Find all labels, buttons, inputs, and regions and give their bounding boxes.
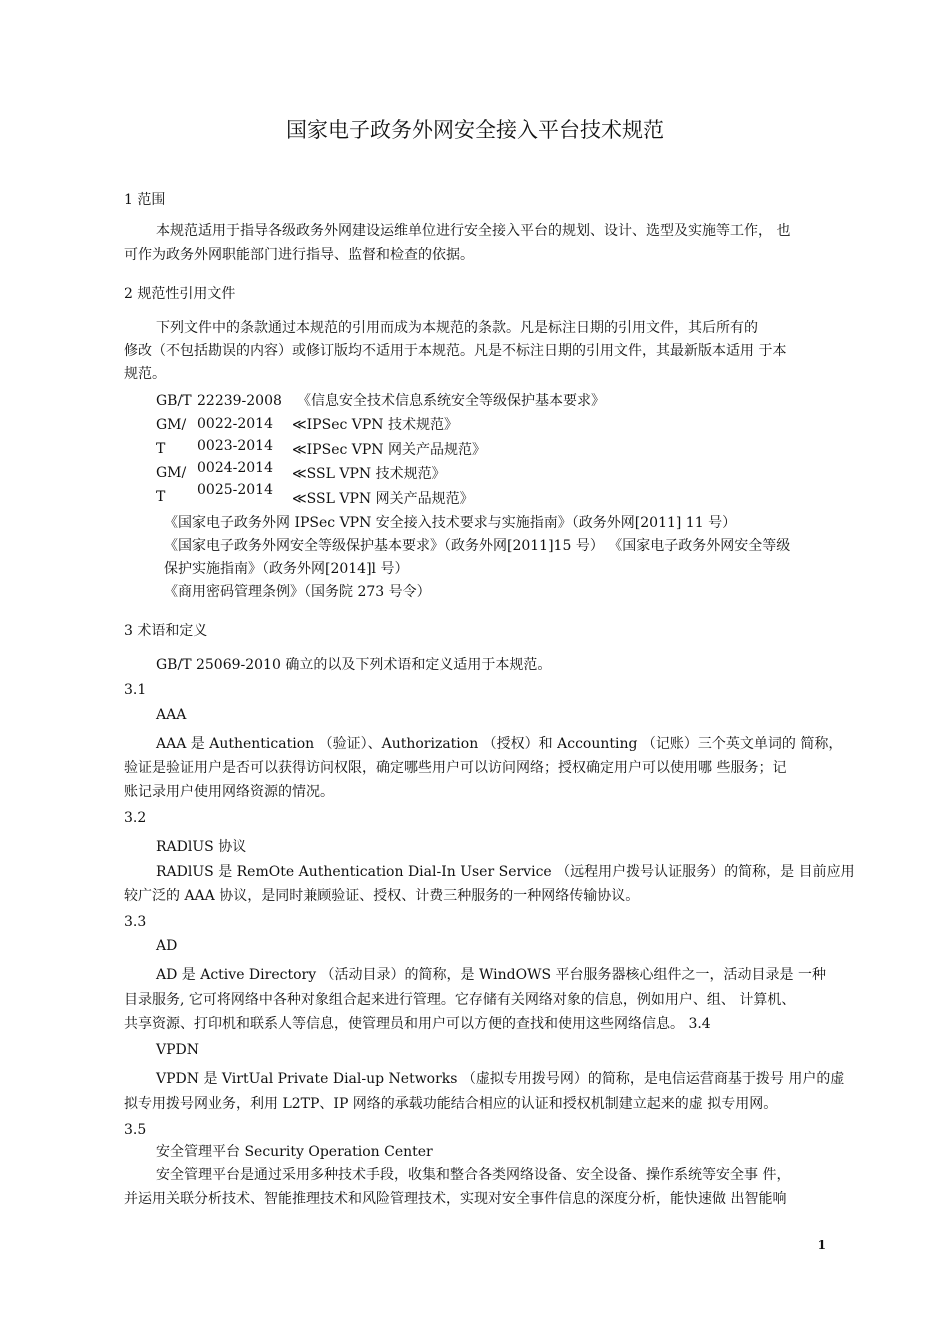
ref-code-number: 0024-2014 bbox=[197, 460, 273, 476]
section-2-line-1: 下列文件中的条款通过本规范的引用而成为本规范的条款。凡是标注日期的引用文件，其后所有的 bbox=[156, 320, 758, 336]
ref-title: 《信息安全技术信息系统安全等级保护基本要求》 bbox=[297, 393, 605, 409]
term-definition-line: RADlUS 是 RemOte Authentication Dial-In User Service （远程用户拨号认证服务）的简称，是 目前应用 bbox=[156, 864, 855, 880]
ref-title: ≪SSL VPN 技术规范》 bbox=[292, 466, 446, 482]
page-number: 1 bbox=[817, 1238, 826, 1252]
term-name: AAA bbox=[156, 707, 187, 723]
term-definition-line: 安全管理平台是通过采用多种技术手段，收集和整合各类网络设备、安全设备、操作系统等安全事 件， bbox=[156, 1167, 791, 1183]
ref-code-left: T bbox=[156, 441, 166, 457]
term-number: 3.2 bbox=[124, 810, 147, 826]
term-definition-line: 验证是验证用户是否可以获得访问权限，确定哪些用户可以访问网络；授权确定用户可以使用哪 些服务；记 bbox=[124, 760, 787, 776]
document-title: 国家电子政务外网安全接入平台技术规范 bbox=[286, 118, 664, 142]
ref-extra-line: 保护实施指南》（政务外网[2014]l 号） bbox=[164, 561, 409, 577]
term-name: RADlUS 协议 bbox=[156, 839, 247, 855]
term-definition-line: 并运用关联分析技术、智能推理技术和风险管理技术，实现对安全事件信息的深度分析，能快速做 出智能响 bbox=[124, 1191, 787, 1207]
term-number: 3.1 bbox=[124, 682, 147, 698]
term-definition-line: VPDN 是 VirtUal Private Dial-up Networks （虚拟专用拨号网）的简称，是电信运营商基于拨号 用户的虚 bbox=[156, 1071, 845, 1087]
ref-title: ≪IPSec VPN 技术规范》 bbox=[292, 417, 459, 433]
term-number: 3.5 bbox=[124, 1122, 147, 1138]
ref-code-left: GB/T bbox=[156, 393, 192, 409]
ref-code-number: 0023-2014 bbox=[197, 438, 273, 454]
ref-extra-line: 《国家电子政务外网 IPSec VPN 安全接入技术要求与实施指南》（政务外网[2011] 11 号） bbox=[164, 515, 737, 531]
section-2-line-3: 规范。 bbox=[124, 366, 166, 382]
ref-code-left: GM/ bbox=[156, 465, 187, 481]
section-1-heading: 1 范围 bbox=[124, 192, 166, 208]
term-definition-line: 目录服务, 它可将网络中各种对象组合起来进行管理。它存储有关网络对象的信息，例如用户、组、 计算机、 bbox=[124, 992, 796, 1008]
ref-code-number: 0022-2014 bbox=[197, 416, 273, 432]
term-definition-line: AAA 是 Authentication （验证）、Authorization （授权）和 Accounting （记账）三个英文单词的 简称， bbox=[156, 736, 843, 752]
term-definition-line: 较广泛的 AAA 协议，是同时兼顾验证、授权、计费三种服务的一种网络传输协议。 bbox=[124, 888, 640, 904]
term-definition-line: 共享资源、打印机和联系人等信息，使管理员和用户可以方便的查找和使用这些网络信息。 3.4 bbox=[124, 1016, 711, 1032]
ref-extra-line: 《商用密码管理条例》（国务院 273 号令） bbox=[164, 584, 431, 600]
ref-code-number: 22239-2008 bbox=[197, 393, 282, 409]
term-number: 3.3 bbox=[124, 914, 147, 930]
section-2-line-2: 修改（不包括勘误的内容）或修订版均不适用于本规范。凡是不标注日期的引用文件，其最新版本适用 于本 bbox=[124, 343, 787, 359]
section-3-intro: GB/T 25069-2010 确立的以及下列术语和定义适用于本规范。 bbox=[156, 657, 552, 673]
term-name: AD bbox=[156, 938, 178, 954]
term-name: 安全管理平台 Security Operation Center bbox=[156, 1144, 433, 1160]
section-2-heading: 2 规范性引用文件 bbox=[124, 286, 236, 302]
ref-code-left: GM/ bbox=[156, 417, 187, 433]
term-definition-line: 拟专用拨号网业务，利用 L2TP、IP 网络的承载功能结合相应的认证和授权机制建立起来的虚 拟专用网。 bbox=[124, 1096, 778, 1112]
term-definition-line: 账记录用户使用网络资源的情况。 bbox=[124, 784, 334, 800]
term-name: VPDN bbox=[156, 1042, 200, 1058]
ref-code-left: T bbox=[156, 489, 166, 505]
section-1-line-2: 可作为政务外网职能部门进行指导、监督和检查的依据。 bbox=[124, 247, 474, 263]
ref-code-number: 0025-2014 bbox=[197, 482, 273, 498]
ref-title: ≪IPSec VPN 网关产品规范》 bbox=[292, 442, 487, 458]
term-definition-line: AD 是 Active Directory （活动目录）的简称，是 WindOWS 平台服务器核心组件之一，活动目录是 一种 bbox=[156, 967, 826, 983]
ref-extra-line: 《国家电子政务外网安全等级保护基本要求》（政务外网[2011]15 号） 《国家电子政务外网安全等级 bbox=[164, 538, 791, 554]
section-3-heading: 3 术语和定义 bbox=[124, 623, 208, 639]
ref-title: ≪SSL VPN 网关产品规范》 bbox=[292, 491, 474, 507]
section-1-line-1: 本规范适用于指导各级政务外网建设运维单位进行安全接入平台的规划、设计、选型及实施等工作， 也 bbox=[156, 223, 791, 239]
